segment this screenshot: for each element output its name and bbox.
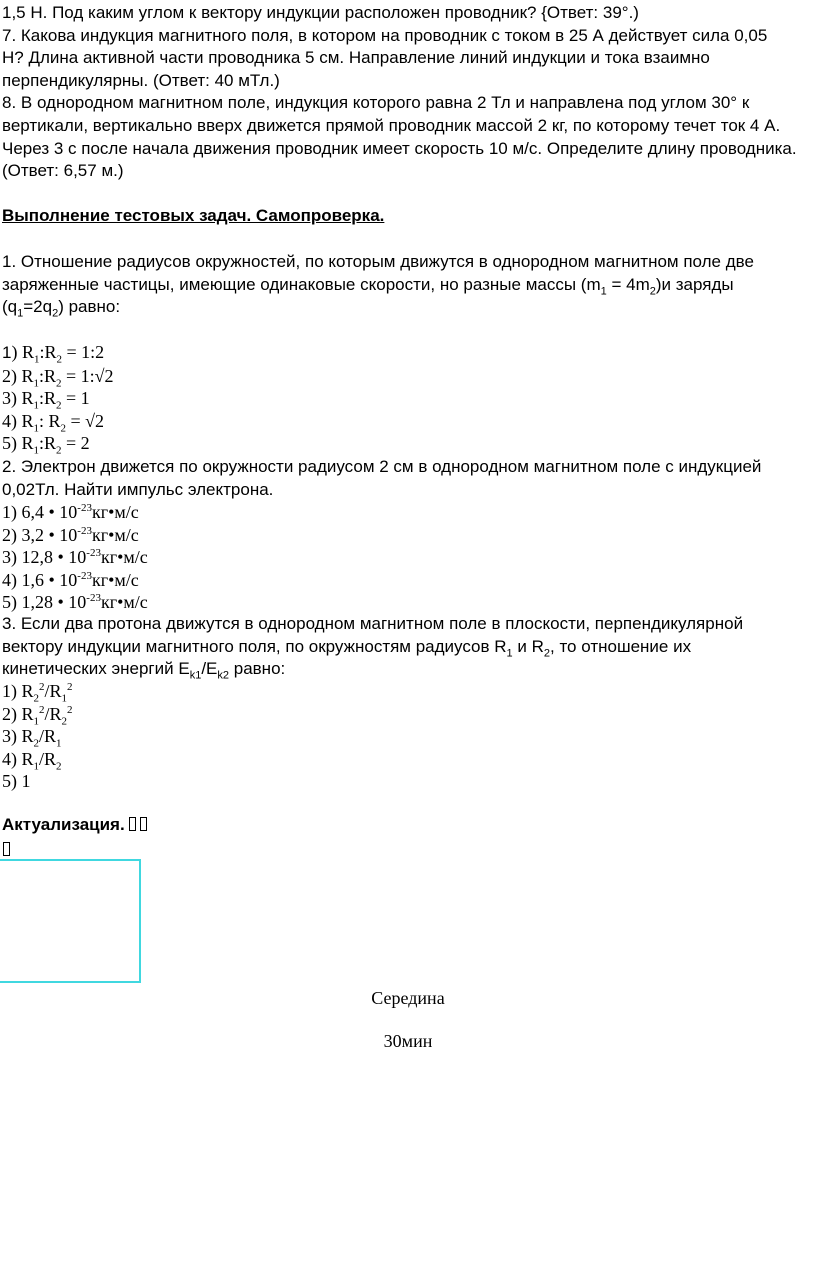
missing-glyph-icon — [140, 817, 147, 831]
q1-option: 1) $R_1:R_2$ = 1:2 — [2, 342, 105, 366]
q2-option: 4) 1,6 • $10^{-23}кг•м/с$ — [2, 569, 139, 590]
image-placeholder-box — [0, 859, 141, 983]
q3-line-1: 3. Если два протона движутся в однородном магнитном поле в плоскости, перпендикулярной — [2, 614, 744, 633]
q1-options — [2, 341, 814, 455]
missing-glyph-icon — [3, 842, 10, 860]
q2-options — [2, 501, 814, 614]
q1-line-1: 1. Отношение радиусов окружностей, по которым движутся в однородном магнитном поле две — [2, 252, 754, 271]
q2-option: 1) 6,4 • $10^{-23}кг•м/с$ — [2, 502, 139, 522]
q3-option: 3) $R_2/R_1$ — [2, 726, 62, 750]
q1-line-2: заряженные частицы, имеющие одинаковые скорости, но разные массы $(m_1 = 4m_2)и$ заряды — [2, 274, 734, 297]
problem-8-line-1: 8. В однородном магнитном поле, индукция которого равна 2 Тл и направлена под углом 30° к — [2, 93, 750, 113]
q2-line-1: 2. Электрон движется по окружности радиусом 2 см в однородном магнитном поле с индукцией — [2, 457, 762, 476]
q1-option: 3) $R_1:R_2 = 1$ — [2, 388, 90, 412]
q3-option: 1) $R_2^2/R_1^2$ — [2, 681, 73, 705]
q3-option: 4) $R_1/R_2$ — [2, 748, 62, 773]
q1-option: 2) $R_1:R_2$ = 1:√2 — [2, 365, 114, 390]
q1-option: 5) $R_1:R_2 = 2$ — [2, 433, 90, 457]
problem-7-line-2: Н? Длина активной части проводника 5 см. Направление линий индукции и тока взаимно — [2, 48, 710, 68]
q1-option: 4) $R_1$: $R_2 = √2$ — [2, 410, 105, 435]
problem-7-line-3: перпендикулярны. (Ответ: 40 мТл.) — [2, 70, 280, 90]
problem-8-line-3: Через 3 с после начала движения проводник имеет скорость 10 м/с. Определите длину проводника. — [2, 138, 797, 158]
q3-options — [2, 680, 814, 793]
q2-option: 2) 3,2 • $10^{-23}кг•м/с$ — [2, 524, 139, 545]
problem-8-line-4: (Ответ: 6,57 м.) — [2, 161, 124, 181]
q1-line-3: $(q_1=2q_2)$ равно: — [2, 297, 121, 320]
q2-option: 3) 12,8 • $10^{-23}кг•м/с$ — [2, 547, 148, 568]
q3-option: 5) 1 — [2, 771, 31, 792]
problem-7-line-1: 7. Какова индукция магнитного поля, в котором на проводник с током в 25 А действует сила 0,05 — [2, 25, 768, 45]
question-2 — [2, 456, 814, 501]
question-3 — [2, 613, 814, 681]
text-line: 1,5 Н. Под каким углом к вектору индукции расположен проводник? {Ответ: 39°.) — [2, 3, 639, 22]
question-1 — [2, 251, 814, 319]
problem-8-line-2: вертикали, вертикально вверх движется прямой проводник массой 2 кг, по которому течет ток 4 А. — [2, 115, 781, 135]
top-text-block — [2, 2, 814, 183]
q3-line-2: вектору индукции магнитного поля, по окружностям радиусов $R_1$ и $R_2$, то отношение их — [2, 636, 692, 659]
actualization-heading: Актуализация. — [2, 814, 814, 837]
missing-glyph-icon — [129, 817, 136, 831]
center-label-time: 30мин — [383, 1031, 433, 1051]
q3-line-3: кинетических энергий $E_{k1}/E_{k2}$ равно: — [2, 659, 286, 682]
section-heading: Выполнение тестовых задач. Самопроверка. — [2, 206, 385, 225]
center-label-middle: Середина — [371, 988, 445, 1008]
q3-option: 2) $R_1^2/R_2^2$ — [2, 703, 73, 728]
q2-line-2: 0,02Тл. Найти импульс электрона. — [2, 479, 274, 499]
q2-option: 5) 1,28 • $10^{-23}кг•м/с$ — [2, 592, 148, 613]
